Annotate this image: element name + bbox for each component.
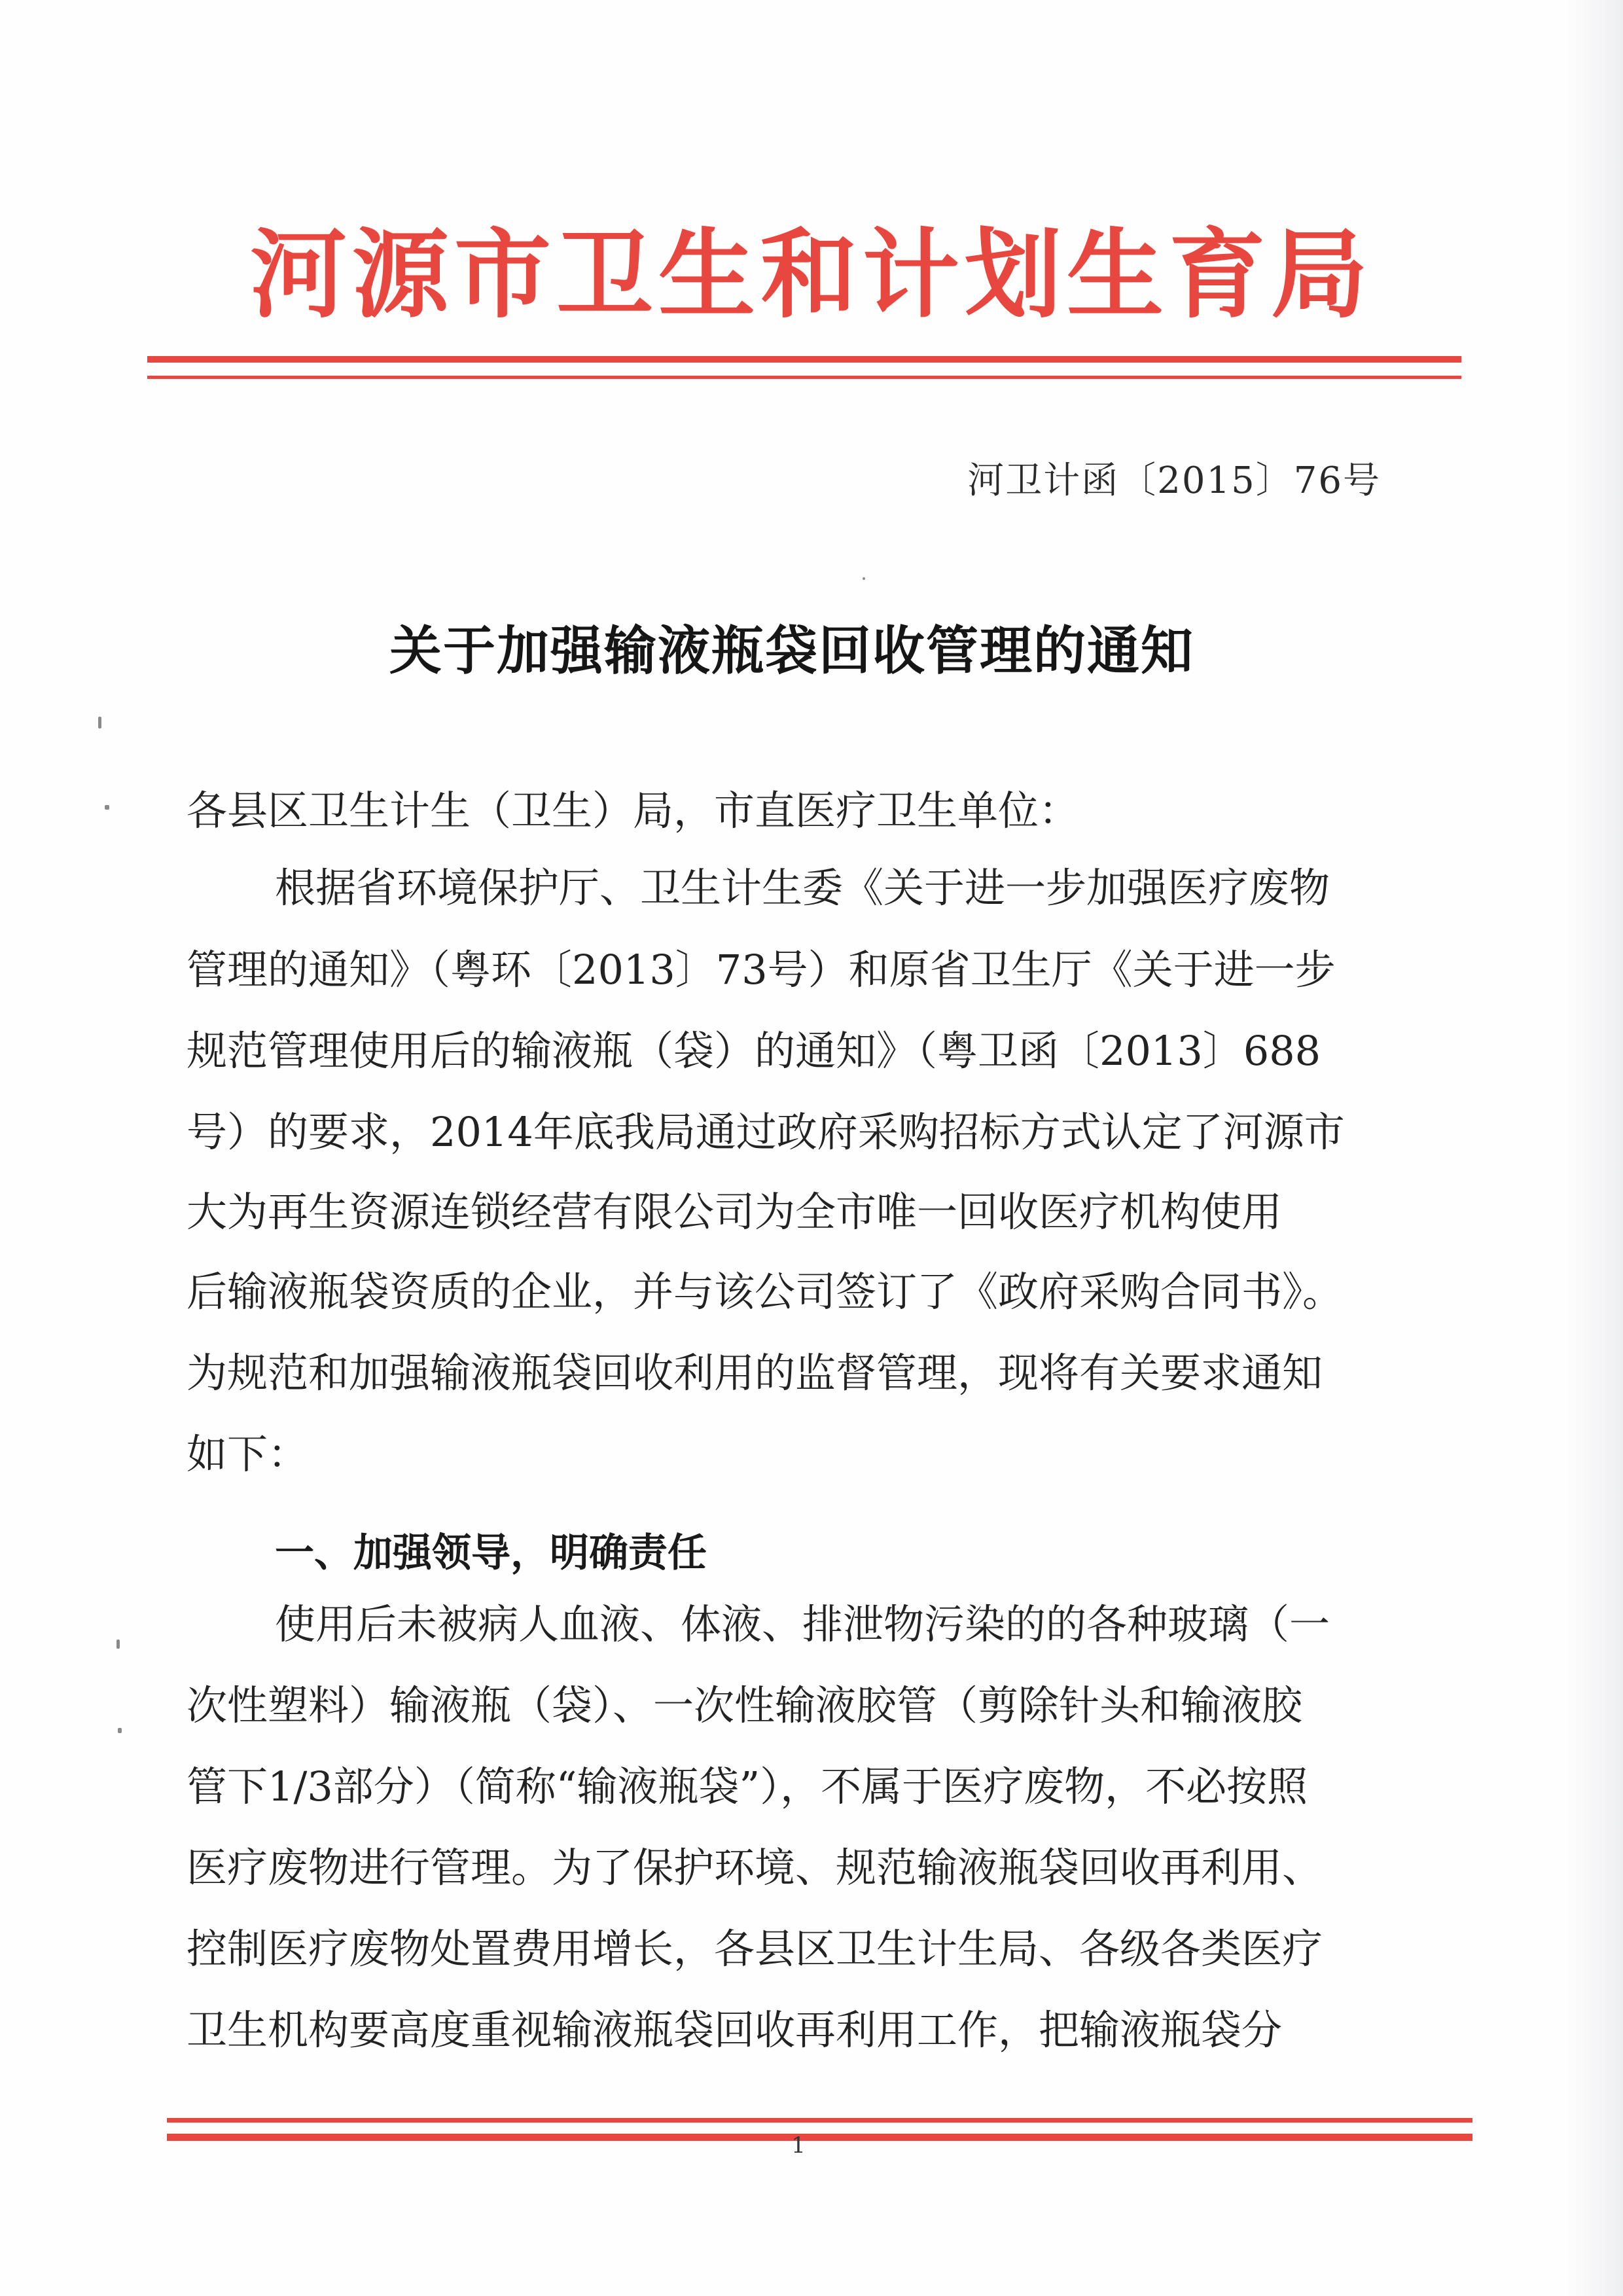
paragraph-line: 使用后未被病人血液、体液、排泄物污染的的各种玻璃（一: [275, 1600, 1330, 1648]
paragraph-line: 为规范和加强输液瓶袋回收利用的监督管理，现将有关要求通知: [187, 1349, 1323, 1397]
addressee-line: 各县区卫生计生（卫生）局，市直医疗卫生单位：: [187, 787, 1080, 834]
letterhead-org-name: 河源市卫生和计划生育局: [250, 217, 1373, 331]
paragraph-line: 规范管理使用后的输液瓶（袋）的通知》（粤卫函〔2013〕688: [187, 1027, 1321, 1075]
section-heading: 一、加强领导，明确责任: [275, 1530, 707, 1576]
paragraph-line: 控制医疗废物处置费用增长，各县区卫生计生局、各级各类医疗: [187, 1925, 1323, 1973]
paragraph-line: 根据省环境保护厅、卫生计生委《关于进一步加强医疗废物: [275, 864, 1330, 912]
paragraph-line: 次性塑料）输液瓶（袋）、一次性输液胶管（剪除针头和输液胶: [187, 1681, 1303, 1729]
scan-speck: [863, 577, 865, 580]
paragraph-line: 大为再生资源连锁经营有限公司为全市唯一回收医疗机构使用: [187, 1188, 1283, 1236]
document-number: 河卫计函〔2015〕76号: [967, 459, 1381, 502]
letterhead-rule-thick: [147, 356, 1461, 363]
page-number: 1: [791, 2132, 806, 2159]
footer-rule-thick: [167, 2134, 1472, 2141]
paragraph-line: 医疗废物进行管理。为了保护环境、规范输液瓶袋回收再利用、: [187, 1844, 1323, 1892]
scan-speck: [116, 1640, 120, 1649]
scan-speck: [98, 717, 101, 728]
paragraph-line: 管理的通知》（粤环〔2013〕73号）和原省卫生厅《关于进一步: [187, 946, 1336, 994]
scan-speck: [105, 805, 109, 810]
paragraph-line: 管下1/3部分）（简称“输液瓶袋”），不属于医疗废物，不必按照: [187, 1763, 1308, 1810]
paragraph-line: 如下：: [187, 1430, 309, 1478]
paragraph-line: 卫生机构要高度重视输液瓶袋回收再利用工作，把输液瓶袋分: [187, 2006, 1283, 2054]
scan-speck: [118, 1728, 122, 1733]
document-title: 关于加强输液瓶袋回收管理的通知: [389, 620, 1194, 681]
letterhead-rule-thin: [147, 376, 1461, 379]
paragraph-line: 后输液瓶袋资质的企业，并与该公司签订了《政府采购合同书》。: [187, 1268, 1344, 1316]
scan-shadow-edge: [1564, 0, 1623, 2296]
footer-rule-thin: [167, 2118, 1472, 2123]
paragraph-line: 号）的要求，2014年底我局通过政府采购招标方式认定了河源市: [187, 1108, 1345, 1156]
